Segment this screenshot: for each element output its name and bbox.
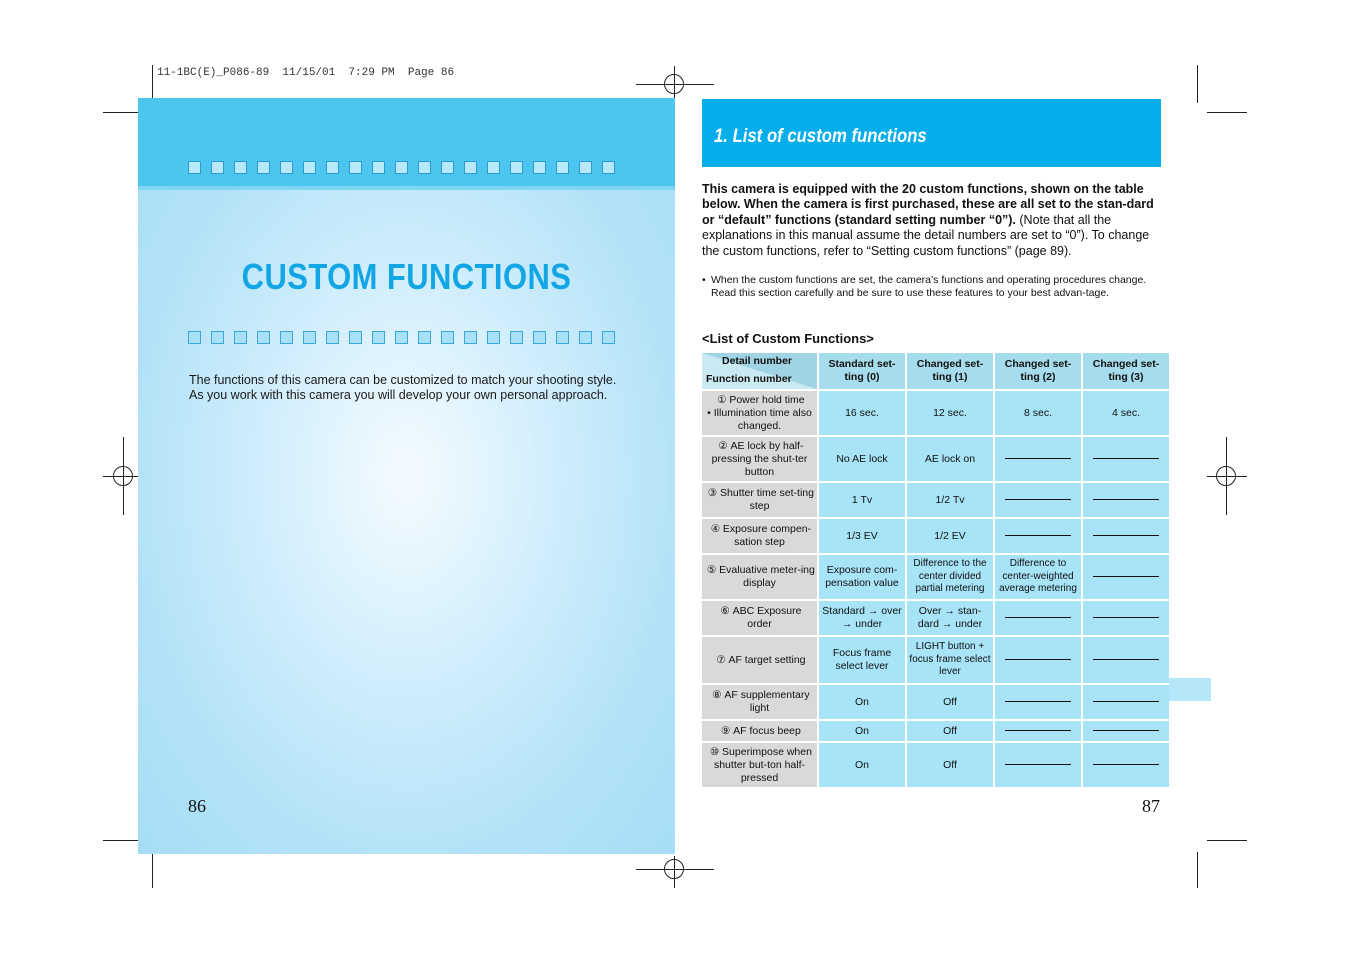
setting-cell: No AE lock [819, 437, 905, 481]
setting-cell: Off [907, 721, 993, 741]
function-number: ① [717, 393, 727, 406]
setting-cell [1083, 483, 1169, 517]
no-setting-dash [1093, 535, 1159, 536]
function-subnote: • Illumination time also changed. [707, 406, 812, 432]
setting-cell [995, 601, 1081, 635]
setting-cell [995, 519, 1081, 553]
no-setting-dash [1005, 458, 1071, 459]
table-row [702, 721, 1169, 741]
detail-number-label: Detail number [722, 355, 793, 367]
function-number: ⑦ [716, 653, 726, 666]
function-number: ⑥ [720, 605, 730, 617]
function-name-cell [702, 519, 817, 553]
custom-functions-table [700, 351, 1171, 789]
table-row [702, 685, 1169, 719]
function-name-cell [702, 391, 817, 435]
header-standard: Standard set-ting (0) [819, 353, 905, 389]
no-setting-dash [1005, 764, 1071, 765]
setting-cell [1083, 437, 1169, 481]
setting-cell: 4 sec. [1083, 391, 1169, 435]
setting-cell: 12 sec. [907, 391, 993, 435]
no-setting-dash [1005, 659, 1071, 660]
note-text: When the custom functions are set, the camera’s functions and operating procedures change. Read this section carefully and be sure to use these features to your best advan-tage. [711, 274, 1147, 300]
setting-cell: 1/2 Tv [907, 483, 993, 517]
no-setting-dash [1093, 576, 1159, 577]
decorative-squares-top [188, 161, 615, 174]
setting-cell: 1/2 EV [907, 519, 993, 553]
setting-cell [995, 483, 1081, 517]
no-setting-dash [1093, 617, 1159, 618]
setting-cell [1083, 685, 1169, 719]
function-name: ABC Exposure order [732, 605, 802, 630]
function-name-cell [702, 743, 817, 787]
setting-cell [1083, 555, 1169, 599]
table-row [702, 483, 1169, 517]
setting-cell: AE lock on [907, 437, 993, 481]
note [702, 274, 1162, 301]
no-setting-dash [1093, 764, 1159, 765]
function-name: Evaluative meter-ing display [719, 564, 815, 589]
setting-cell [1083, 743, 1169, 787]
no-setting-dash [1005, 617, 1071, 618]
setting-cell: 8 sec. [995, 391, 1081, 435]
setting-cell: Off [907, 685, 993, 719]
function-number-label: Function number [706, 373, 792, 385]
table-row [702, 391, 1169, 435]
function-number: ② [718, 439, 728, 452]
no-setting-dash [1005, 499, 1071, 500]
side-tab [1169, 678, 1211, 701]
setting-cell: 1 Tv [819, 483, 905, 517]
table-row [702, 519, 1169, 553]
intro-bold: This camera is equipped with the 20 custom functions, shown on the table below. When the camera is first purchased, these are all set to the stan-dard or “default” functions (standard setting number “0”). [702, 182, 1154, 227]
intro-paragraph [702, 182, 1162, 259]
intro-line-2: As you work with this camera you will develop your own personal approach. [189, 388, 608, 402]
page-number-left: 86 [188, 796, 206, 816]
setting-cell: LIGHT button + focus frame select lever [907, 637, 993, 683]
intro-text [189, 373, 659, 403]
table-row [702, 601, 1169, 635]
function-name-cell [702, 437, 817, 481]
printer-slug: 11-1BC(E)_P086-89 11/15/01 7:29 PM Page 86 [157, 67, 455, 79]
no-setting-dash [1093, 701, 1159, 702]
list-title: <List of Custom Functions> [702, 331, 874, 346]
decorative-squares-bottom [188, 331, 615, 344]
setting-cell: Standard → over → under [819, 601, 905, 635]
setting-cell: On [819, 743, 905, 787]
function-name: Power hold time [729, 393, 805, 406]
setting-cell: Difference to the center divided partial metering [907, 555, 993, 599]
setting-cell: 16 sec. [819, 391, 905, 435]
page-number-right: 87 [1142, 796, 1160, 816]
function-name: Exposure compen-sation step [722, 523, 812, 548]
setting-cell: On [819, 685, 905, 719]
intro-line-1: The functions of this camera can be customized to match your shooting style. [189, 373, 617, 387]
table-row [702, 555, 1169, 599]
no-setting-dash [1093, 458, 1159, 459]
section-header [702, 99, 1161, 167]
setting-cell [995, 743, 1081, 787]
left-page [138, 98, 675, 854]
table-row [702, 437, 1169, 481]
function-name-cell [702, 637, 817, 683]
setting-cell [1083, 637, 1169, 683]
section-title: 1. List of custom functions [714, 126, 927, 147]
function-name: Superimpose when shutter but-ton half-pressed [713, 745, 812, 784]
no-setting-dash [1093, 499, 1159, 500]
function-name: AF supplementary light [724, 689, 810, 714]
setting-cell [995, 721, 1081, 741]
function-number: ⑨ [720, 724, 731, 737]
function-name: AF focus beep [733, 724, 801, 737]
function-name-cell [702, 483, 817, 517]
function-name-cell [702, 555, 817, 599]
setting-cell [1083, 519, 1169, 553]
setting-cell: On [819, 721, 905, 741]
bullet-icon: • [702, 274, 706, 286]
table-corner-cell [702, 353, 817, 389]
header-changed-3: Changed set-ting (3) [1083, 353, 1169, 389]
function-name-cell [702, 601, 817, 635]
no-setting-dash [1005, 730, 1071, 731]
table-header-row [702, 353, 1169, 389]
table-row [702, 637, 1169, 683]
setting-cell: Off [907, 743, 993, 787]
no-setting-dash [1005, 701, 1071, 702]
setting-cell: 1/3 EV [819, 519, 905, 553]
intro-rest: (Note that all the explanations in this manual assume the detail numbers are set to “0”). To change the custom functions, refer to “Setting custom functions” (page 89). [702, 212, 1150, 258]
function-number: ⑧ [712, 689, 722, 701]
no-setting-dash [1005, 535, 1071, 536]
page-title: CUSTOM FUNCTIONS [241, 256, 572, 297]
no-setting-dash [1093, 730, 1159, 731]
function-number: ④ [710, 523, 721, 535]
function-number: ③ [707, 487, 718, 499]
function-name-cell [702, 685, 817, 719]
setting-cell [1083, 721, 1169, 741]
setting-cell [1083, 601, 1169, 635]
setting-cell [995, 685, 1081, 719]
function-number: ⑤ [706, 564, 717, 576]
setting-cell [995, 637, 1081, 683]
no-setting-dash [1093, 659, 1159, 660]
header-changed-1: Changed set-ting (1) [907, 353, 993, 389]
setting-cell: Focus frame select lever [819, 637, 905, 683]
header-changed-2: Changed set-ting (2) [995, 353, 1081, 389]
function-name: AF target setting [728, 653, 806, 666]
function-name-cell [702, 721, 817, 741]
band-divider [138, 186, 675, 190]
setting-cell [995, 437, 1081, 481]
function-name: Shutter time set-ting step [720, 487, 814, 512]
table-row [702, 743, 1169, 787]
function-number: ⑩ [709, 745, 720, 758]
setting-cell: Difference to center-weighted average metering [995, 555, 1081, 599]
function-name: AE lock by half-pressing the shut-ter button [711, 439, 808, 478]
setting-cell: Exposure com-pensation value [819, 555, 905, 599]
setting-cell: Over → stan-dard → under [907, 601, 993, 635]
